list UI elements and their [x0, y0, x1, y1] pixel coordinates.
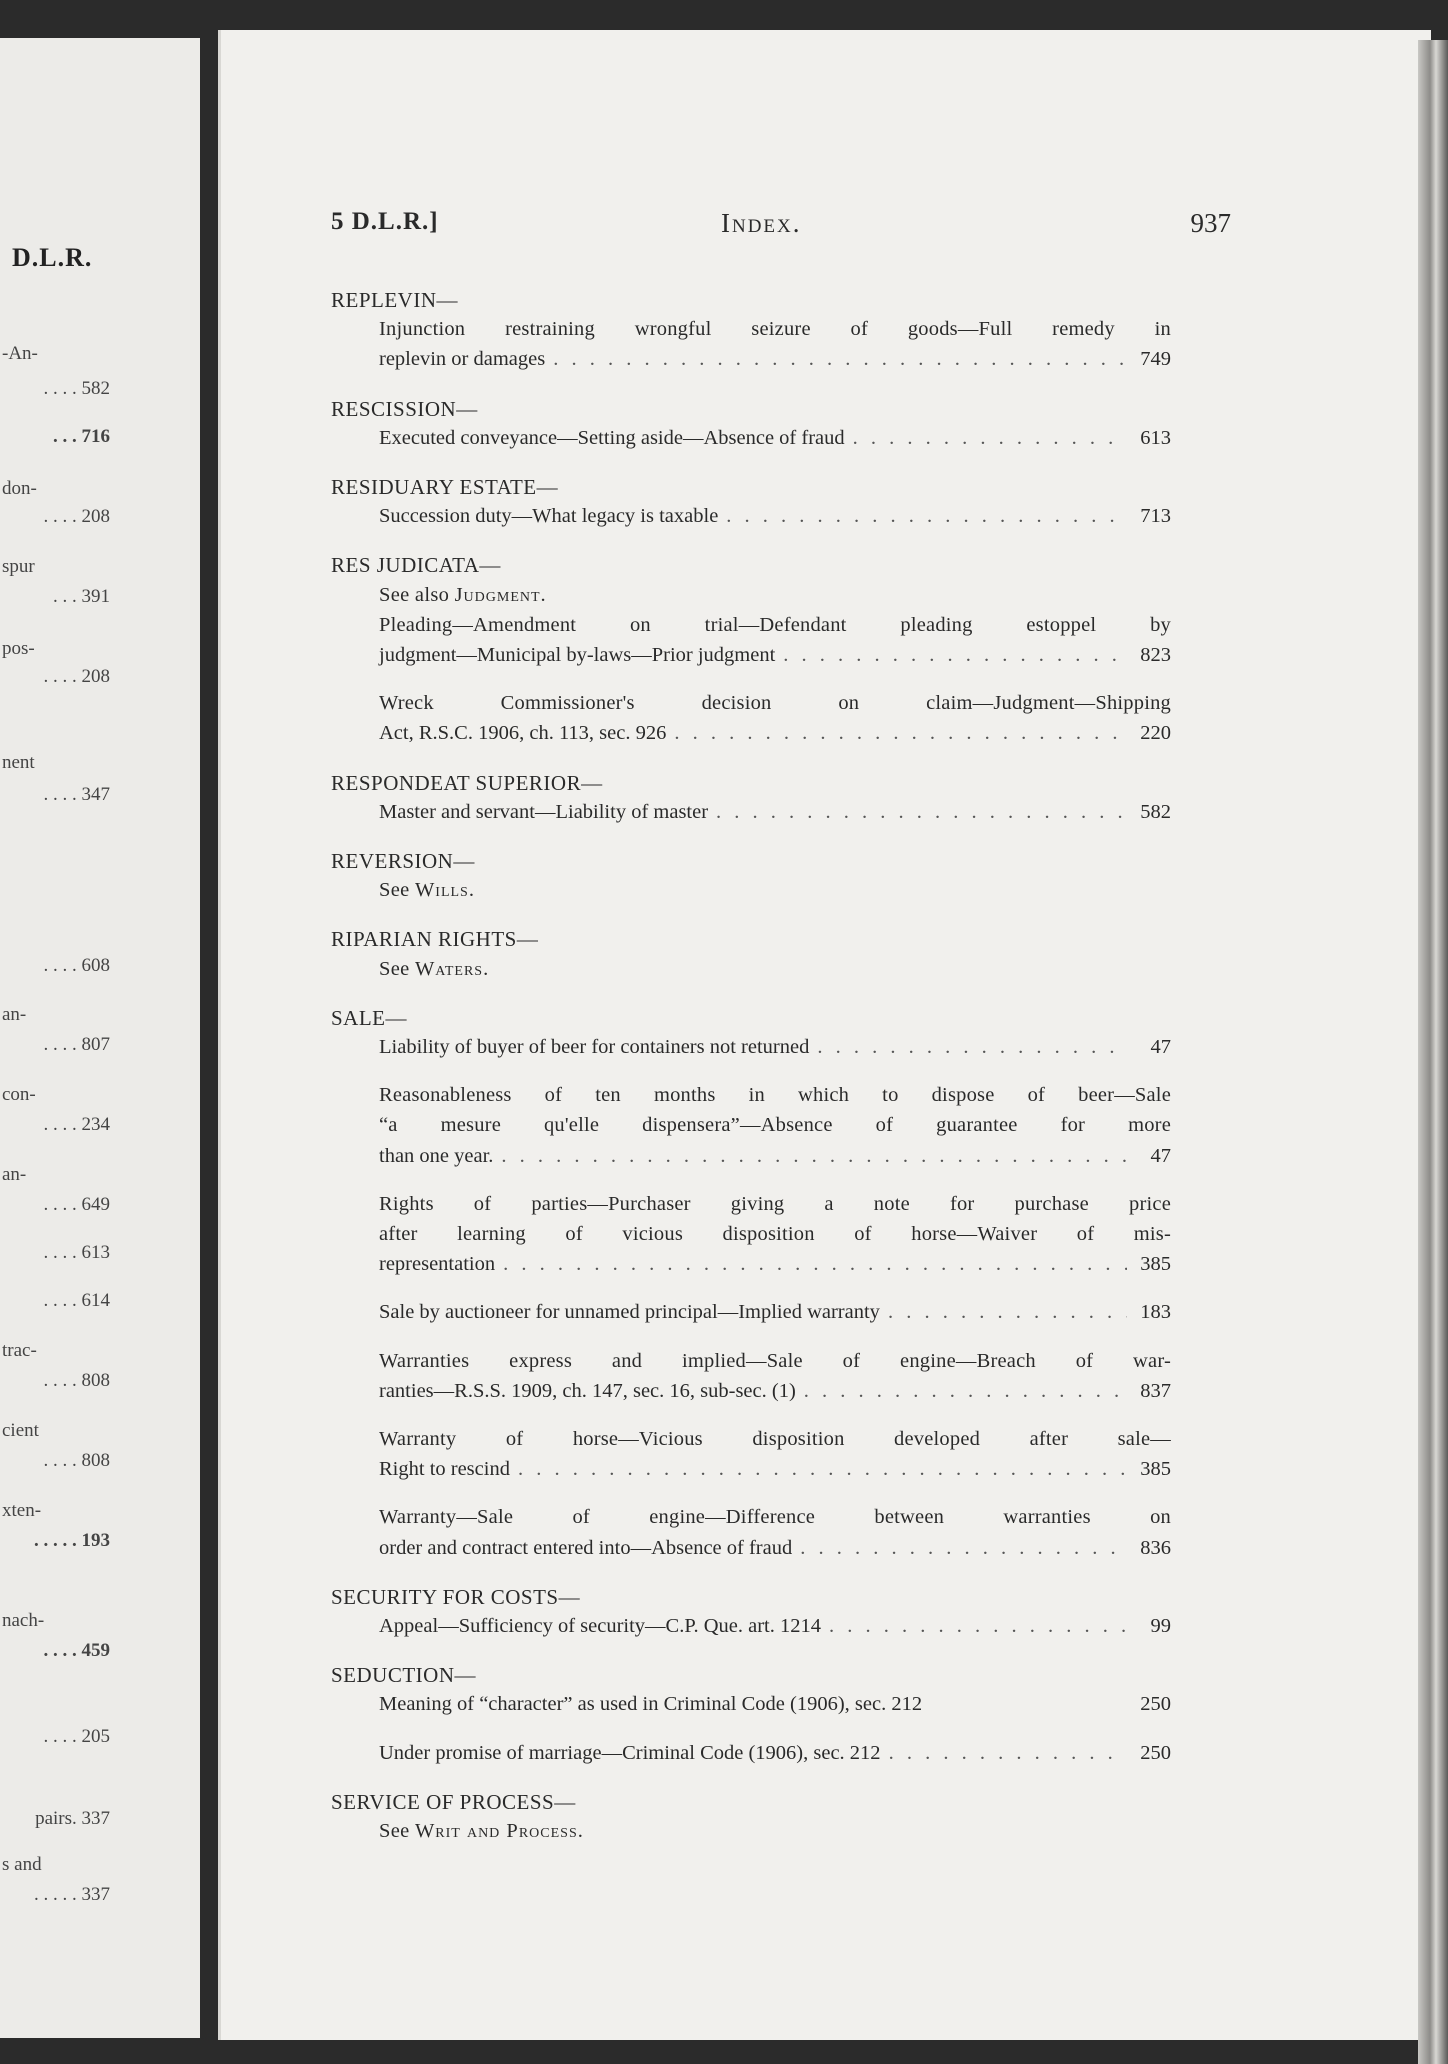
- dot-leader: [726, 505, 1127, 528]
- entry-line-with-page: [379, 644, 1171, 667]
- page-number: 937: [1190, 208, 1231, 238]
- entry-text-line: Wreck Commissioner's decision on claim—Judgment—Shipping: [379, 692, 1171, 715]
- left-page-fragment: . . . . 808: [43, 1370, 110, 1391]
- index-heading: SECURITY FOR COSTS—: [331, 1584, 581, 1609]
- running-header: [331, 208, 1231, 248]
- index-heading: RESCISSION—: [331, 396, 478, 421]
- entry-page-number: 613: [1140, 426, 1171, 449]
- entry-page-number: 823: [1140, 644, 1171, 666]
- entry-line-with-page: [379, 348, 1171, 371]
- cross-reference-target: Judgment.: [454, 583, 547, 606]
- entry-line-with-page: [379, 505, 1171, 528]
- left-page-fragment: don-: [2, 478, 37, 499]
- left-page-fragment: . . . . 808: [43, 1450, 110, 1471]
- entry-text-line: Injunction restraining wrongful seizure of goods—Full remedy in: [379, 318, 1171, 341]
- entry-line-with-page: [379, 1742, 1171, 1765]
- entry-page-number: 183: [1140, 1301, 1171, 1324]
- entry-text: Right to rescind: [379, 1458, 510, 1481]
- entry-text: replevin or damages: [379, 348, 546, 371]
- cross-reference-prefix: See: [379, 879, 415, 902]
- entry-text: judgment—Municipal by-laws—Prior judgment: [379, 644, 776, 666]
- entry-text: Under promise of marriage—Criminal Code (1906), sec. 212: [379, 1741, 881, 1764]
- left-page-fragment: . . . . 208: [43, 506, 110, 527]
- index-heading: SERVICE OF PROCESS—: [331, 1789, 576, 1814]
- index-heading: SALE—: [331, 1005, 407, 1030]
- left-page-fragment: nach-: [2, 1610, 45, 1631]
- index-heading: REPLEVIN—: [331, 288, 458, 312]
- entry-text: representation: [379, 1253, 496, 1276]
- entry-line-with-page: [379, 1253, 1171, 1276]
- left-page-fragment: . . . . . 193: [34, 1530, 110, 1551]
- index-heading: RIPARIAN RIGHTS—: [331, 927, 539, 952]
- entry-page-number: 713: [1140, 505, 1171, 528]
- entry-line-with-page: [379, 1380, 1171, 1403]
- entry-line-with-page: [379, 1145, 1171, 1168]
- left-page-fragment: . . . . 614: [43, 1290, 110, 1311]
- left-page-fragment: s and: [2, 1854, 42, 1875]
- index-page: [218, 30, 1431, 2040]
- left-page-fragment: an-: [2, 1004, 27, 1025]
- left-page-fragment: nent: [2, 752, 35, 773]
- dot-leader: [853, 427, 1127, 450]
- dot-leader: [716, 801, 1127, 824]
- entry-line-with-page: [379, 801, 1171, 824]
- dot-leader: [501, 1145, 1127, 1168]
- entry-text: Liability of buyer of beer for containers not returned: [379, 1036, 810, 1058]
- cross-reference-target: Waters.: [414, 957, 490, 980]
- left-page-fragment: . . . . 347: [43, 784, 110, 805]
- index-heading: REVERSION—: [331, 849, 475, 873]
- index-heading: RES JUDICATA—: [331, 553, 501, 578]
- entry-page-number: 582: [1140, 800, 1171, 823]
- left-page-fragment: spur: [2, 556, 35, 577]
- entry-text-line: Reasonableness of ten months in which to dispose of beer—Sale: [379, 1084, 1171, 1107]
- entry-line-with-page: [379, 722, 1171, 745]
- left-page-fragment: . . . . 582: [43, 378, 110, 399]
- cross-reference: [379, 584, 547, 607]
- dot-leader: [888, 1301, 1127, 1324]
- dot-leader: [674, 722, 1127, 745]
- cross-reference: [379, 1820, 584, 1843]
- entry-line-with-page: [379, 1615, 1171, 1638]
- entry-page-number: 385: [1140, 1253, 1171, 1276]
- entry-line-with-page: [379, 427, 1171, 450]
- left-page-fragment: . . . . 608: [43, 955, 110, 976]
- entry-text: Master and servant—Liability of master: [379, 800, 709, 823]
- left-page-fragment: pos-: [2, 638, 35, 659]
- cross-reference-target: Writ and Process.: [414, 1820, 584, 1842]
- entry-page-number: 837: [1140, 1379, 1171, 1402]
- dot-leader: [817, 1036, 1127, 1059]
- entry-text: order and contract entered into—Absence of fraud: [379, 1536, 793, 1559]
- left-page-fragment: . . . . 649: [43, 1194, 110, 1215]
- section-title: Index.: [721, 208, 802, 238]
- entry-text-line: Warranty of horse—Vicious disposition developed after sale—: [379, 1428, 1171, 1450]
- left-page-fragment: trac-: [2, 1340, 37, 1361]
- entry-page-number: 385: [1140, 1458, 1171, 1481]
- dot-leader: [800, 1537, 1127, 1560]
- entry-page-number: 99: [1150, 1615, 1171, 1637]
- entry-page-number: 836: [1140, 1536, 1171, 1559]
- entry-line-with-page: [379, 1036, 1171, 1059]
- dot-leader: [829, 1615, 1127, 1638]
- dot-leader: [503, 1253, 1127, 1276]
- left-page-header: D.L.R.: [12, 243, 93, 272]
- entry-text: Sale by auctioneer for unnamed principal—Implied warranty: [379, 1301, 880, 1324]
- entry-line-with-page: [379, 1458, 1171, 1481]
- left-page-fragment: pairs. 337: [35, 1808, 110, 1829]
- cross-reference-target: Wills.: [414, 879, 475, 902]
- dot-leader: [518, 1458, 1127, 1481]
- dot-leader: [889, 1742, 1127, 1765]
- entry-page-number: 749: [1140, 348, 1171, 371]
- entry-line-with-page: [379, 1301, 1171, 1324]
- left-page-fragment: . . . 716: [53, 426, 110, 447]
- entry-text: ranties—R.S.S. 1909, ch. 147, sec. 16, sub-sec. (1): [379, 1379, 796, 1402]
- left-page-fragment: . . . . 208: [43, 666, 110, 687]
- entry-text-line: Warranties express and implied—Sale of engine—Breach of war-: [379, 1349, 1171, 1372]
- left-page-fragment: cient: [2, 1420, 39, 1441]
- cross-reference: [379, 958, 489, 981]
- previous-page-fragment: [0, 38, 200, 2038]
- left-page-fragment: xten-: [2, 1500, 42, 1521]
- entry-text: Meaning of “character” as used in Criminal Code (1906), sec. 212: [379, 1693, 923, 1716]
- cross-reference-prefix: See: [379, 1820, 415, 1842]
- entry-text: Appeal—Sufficiency of security—C.P. Que. art. 1214: [379, 1615, 821, 1637]
- entry-page-number: 220: [1140, 722, 1171, 745]
- cross-reference-prefix: See: [379, 957, 415, 980]
- entry-text-line: “a mesure qu'elle dispensera”—Absence of guarantee for more: [379, 1114, 1171, 1137]
- entry-text: Act, R.S.C. 1906, ch. 113, sec. 926: [379, 722, 667, 745]
- entry-line-with-page: [379, 1693, 1171, 1716]
- page-edge-stack: [1418, 40, 1448, 2064]
- dot-leader: [783, 644, 1127, 667]
- entry-line-with-page: [379, 1537, 1171, 1560]
- cross-reference: [379, 879, 475, 902]
- entry-page-number: 250: [1140, 1741, 1171, 1764]
- entry-text: than one year.: [379, 1144, 494, 1167]
- left-page-fragment: . . . . 205: [43, 1726, 110, 1747]
- entry-page-number: 47: [1150, 1144, 1171, 1167]
- entry-text-line: after learning of vicious disposition of horse—Waiver of mis-: [379, 1223, 1171, 1245]
- entry-text: Succession duty—What legacy is taxable: [379, 505, 719, 528]
- entry-page-number: 47: [1150, 1036, 1171, 1058]
- left-page-fragment: . . . . . 337: [34, 1884, 110, 1905]
- left-page-fragment: . . . . 807: [43, 1034, 110, 1055]
- entry-text-line: Rights of parties—Purchaser giving a note for purchase price: [379, 1192, 1171, 1215]
- entry-page-number: 250: [1140, 1693, 1171, 1716]
- left-page-fragment: . . . . 613: [43, 1242, 110, 1263]
- left-page-fragment: -An-: [2, 343, 38, 364]
- dot-leader: [804, 1380, 1127, 1403]
- left-page-fragment: an-: [2, 1164, 27, 1185]
- index-heading: SEDUCTION—: [331, 1663, 476, 1688]
- volume-reference: 5 D.L.R.]: [331, 208, 439, 235]
- index-heading: RESIDUARY ESTATE—: [331, 475, 559, 499]
- entry-text: Executed conveyance—Setting aside—Absence of fraud: [379, 426, 845, 449]
- dot-leader: [553, 348, 1127, 371]
- left-page-fragment: . . . . 459: [43, 1640, 110, 1661]
- entry-text-line: Warranty—Sale of engine—Difference between warranties on: [379, 1506, 1171, 1529]
- left-page-fragment: con-: [2, 1084, 36, 1105]
- left-page-fragment: . . . . 234: [43, 1114, 110, 1135]
- index-heading: RESPONDEAT SUPERIOR—: [331, 770, 603, 795]
- entry-text-line: Pleading—Amendment on trial—Defendant pleading estoppel by: [379, 613, 1171, 636]
- cross-reference-prefix: See also: [379, 583, 455, 606]
- left-page-fragment: . . . 391: [53, 586, 110, 607]
